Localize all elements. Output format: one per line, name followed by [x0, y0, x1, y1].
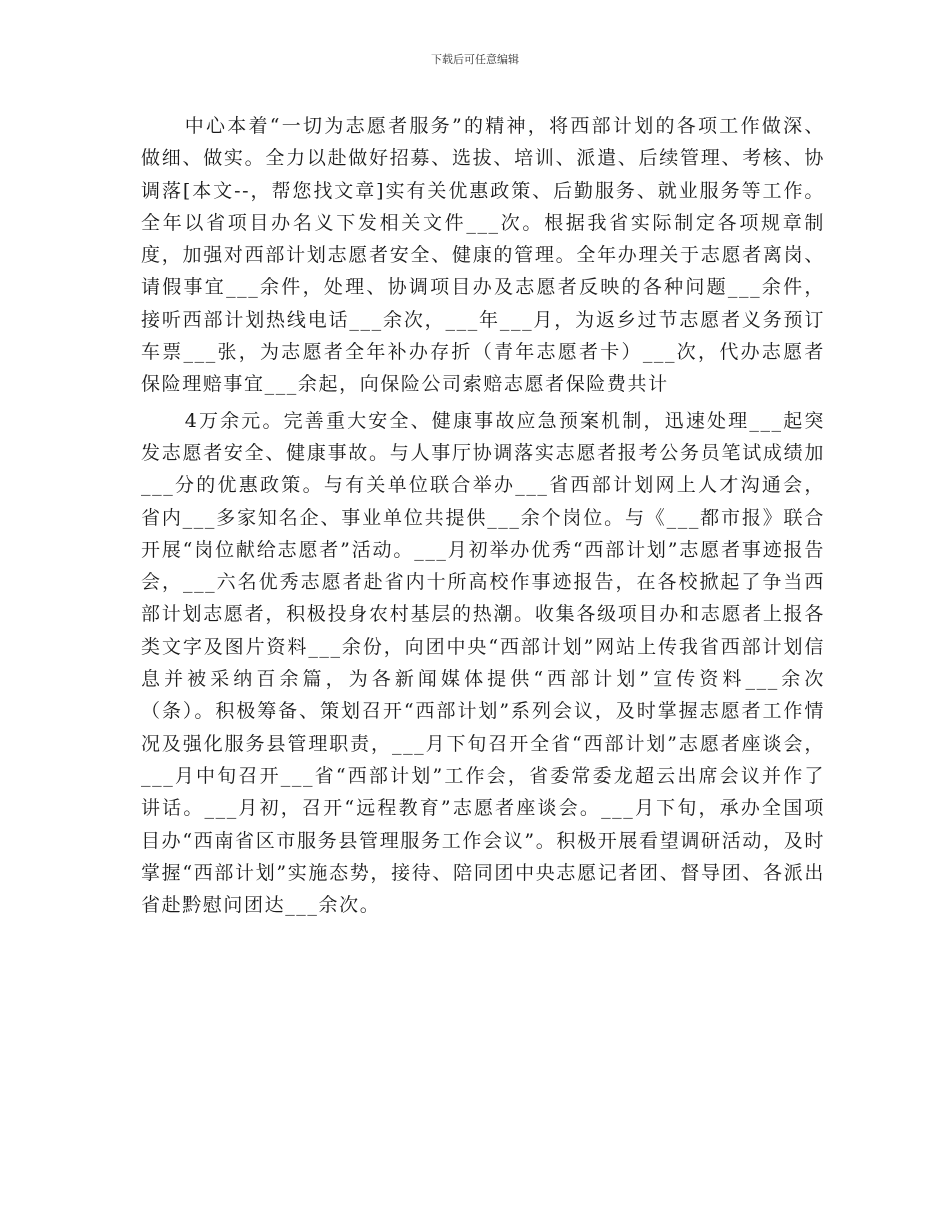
page-header-note: 下载后可任意编辑	[431, 53, 519, 66]
paragraph-2: 4万余元。完善重大安全、健康事故应急预案机制，迅速处理___起突发志愿者安全、健康事故。与人事厅协调落实志愿者报考公务员笔试成绩加___分的优惠政策。与有关单位联合举办___省西部计划网上人才沟通会，省内___多家知名企、事业单位共提供___余个岗位。与《___都市报》联合开展“岗位献给志愿者”活动。___月初举办优秀“西部计划”志愿者事迹报告会，___六名优秀志愿者赴省内十所高校作事迹报告，在各校掀起了争当西部计划志愿者，积极投身农村基层的热潮。收集各级项目办和志愿者上报各类文字及图片资料___余份，向团中央“西部计划”网站上传我省西部计划信息并被采纳百余篇，为各新闻媒体提供“西部计划”宣传资料___余次（条）。积极筹备、策划召开“西部计划”系列会议，及时掌握志愿者工作情况及强化服务县管理职责，___月下旬召开全省“西部计划”志愿者座谈会，___月中旬召开___省“西部计划”工作会，省委常委龙超云出席会议并作了讲话。___月初，召开“远程教育”志愿者座谈会。___月下旬，承办全国项目办“西南省区市服务县管理服务工作会议”。积极开展看望调研活动，及时掌握“西部计划”实施态势，接待、陪同团中央志愿记者团、督导团、各派出省赴黔慰问团达___余次。	[141, 409, 825, 917]
document-body	[141, 110, 825, 921]
paragraph-1: 中心本着“一切为志愿者服务”的精神，将西部计划的各项工作做深、做细、做实。全力以赴做好招募、选拔、培训、派遣、后续管理、考核、协调落[本文--，帮您找文章]实有关优惠政策、后勤服务、就业服务等工作。全年以省项目办名义下发相关文件___次。根据我省实际制定各项规章制度，加强对西部计划志愿者安全、健康的管理。全年办理关于志愿者离岗、请假事宜___余件，处理、协调项目办及志愿者反映的各种问题___余件，接听西部计划热线电话___余次，___年___月，为返乡过节志愿者义务预订车票___张，为志愿者全年补办存折（青年志愿者卡）___次，代办志愿者保险理赔事宜___余起，向保险公司索赔志愿者保险费共计	[141, 115, 825, 396]
